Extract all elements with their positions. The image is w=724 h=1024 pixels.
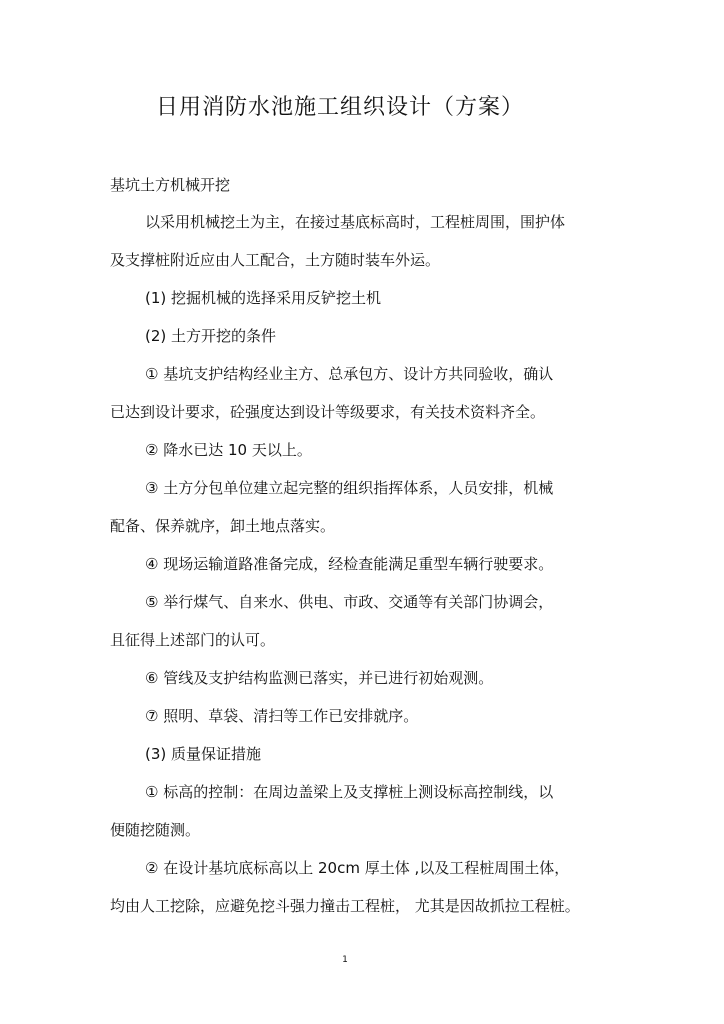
section-heading: 基坑土方机械开挖 bbox=[110, 176, 231, 194]
condition-item-1-cont: 已达到设计要求，砼强度达到设计等级要求，有关技术资料齐全。 bbox=[110, 403, 546, 421]
page-number: 1 bbox=[342, 955, 348, 965]
condition-item-2: ② 降水已达 10 天以上。 bbox=[145, 441, 312, 459]
paragraph-line: 及支撑桩附近应由人工配合，土方随时装车外运。 bbox=[110, 251, 441, 269]
condition-item-4: ④ 现场运输道路准备完成，经检查能满足重型车辆行驶要求。 bbox=[145, 555, 554, 573]
condition-item-3-cont: 配备、保养就序，卸土地点落实。 bbox=[110, 517, 336, 535]
list-item-2: (2) 土方开挖的条件 bbox=[145, 327, 277, 345]
quality-item-1: ① 标高的控制：在周边盖梁上及支撑桩上测设标高控制线，以 bbox=[145, 783, 554, 801]
condition-item-5-cont: 且征得上述部门的认可。 bbox=[110, 631, 276, 649]
list-item-1: (1) 挖掘机械的选择采用反铲挖土机 bbox=[145, 289, 382, 307]
condition-item-6: ⑥ 管线及支护结构监测已落实，并已进行初始观测。 bbox=[145, 669, 494, 687]
quality-item-1-cont: 便随挖随测。 bbox=[110, 821, 201, 839]
quality-item-2-cont: 均由人工挖除，应避免挖斗强力撞击工程桩， 尤其是因故抓拉工程桩。 bbox=[110, 897, 580, 915]
condition-item-7: ⑦ 照明、草袋、清扫等工作已安排就序。 bbox=[145, 707, 419, 725]
list-item-3: (3) 质量保证措施 bbox=[145, 745, 262, 763]
quality-item-2: ② 在设计基坑底标高以上 20cm 厚土体 ,以及工程桩周围土体， bbox=[145, 859, 570, 877]
condition-item-1: ① 基坑支护结构经业主方、总承包方、设计方共同验收，确认 bbox=[145, 365, 554, 383]
condition-item-5: ⑤ 举行煤气、自来水、供电、市政、交通等有关部门协调会， bbox=[145, 593, 554, 611]
condition-item-3: ③ 土方分包单位建立起完整的组织指挥体系，人员安排，机械 bbox=[145, 479, 554, 497]
document-title: 日用消防水池施工组织设计（方案） bbox=[155, 95, 524, 120]
paragraph-line: 以采用机械挖土为主，在接过基底标高时，工程桩周围，围护体 bbox=[145, 213, 566, 231]
